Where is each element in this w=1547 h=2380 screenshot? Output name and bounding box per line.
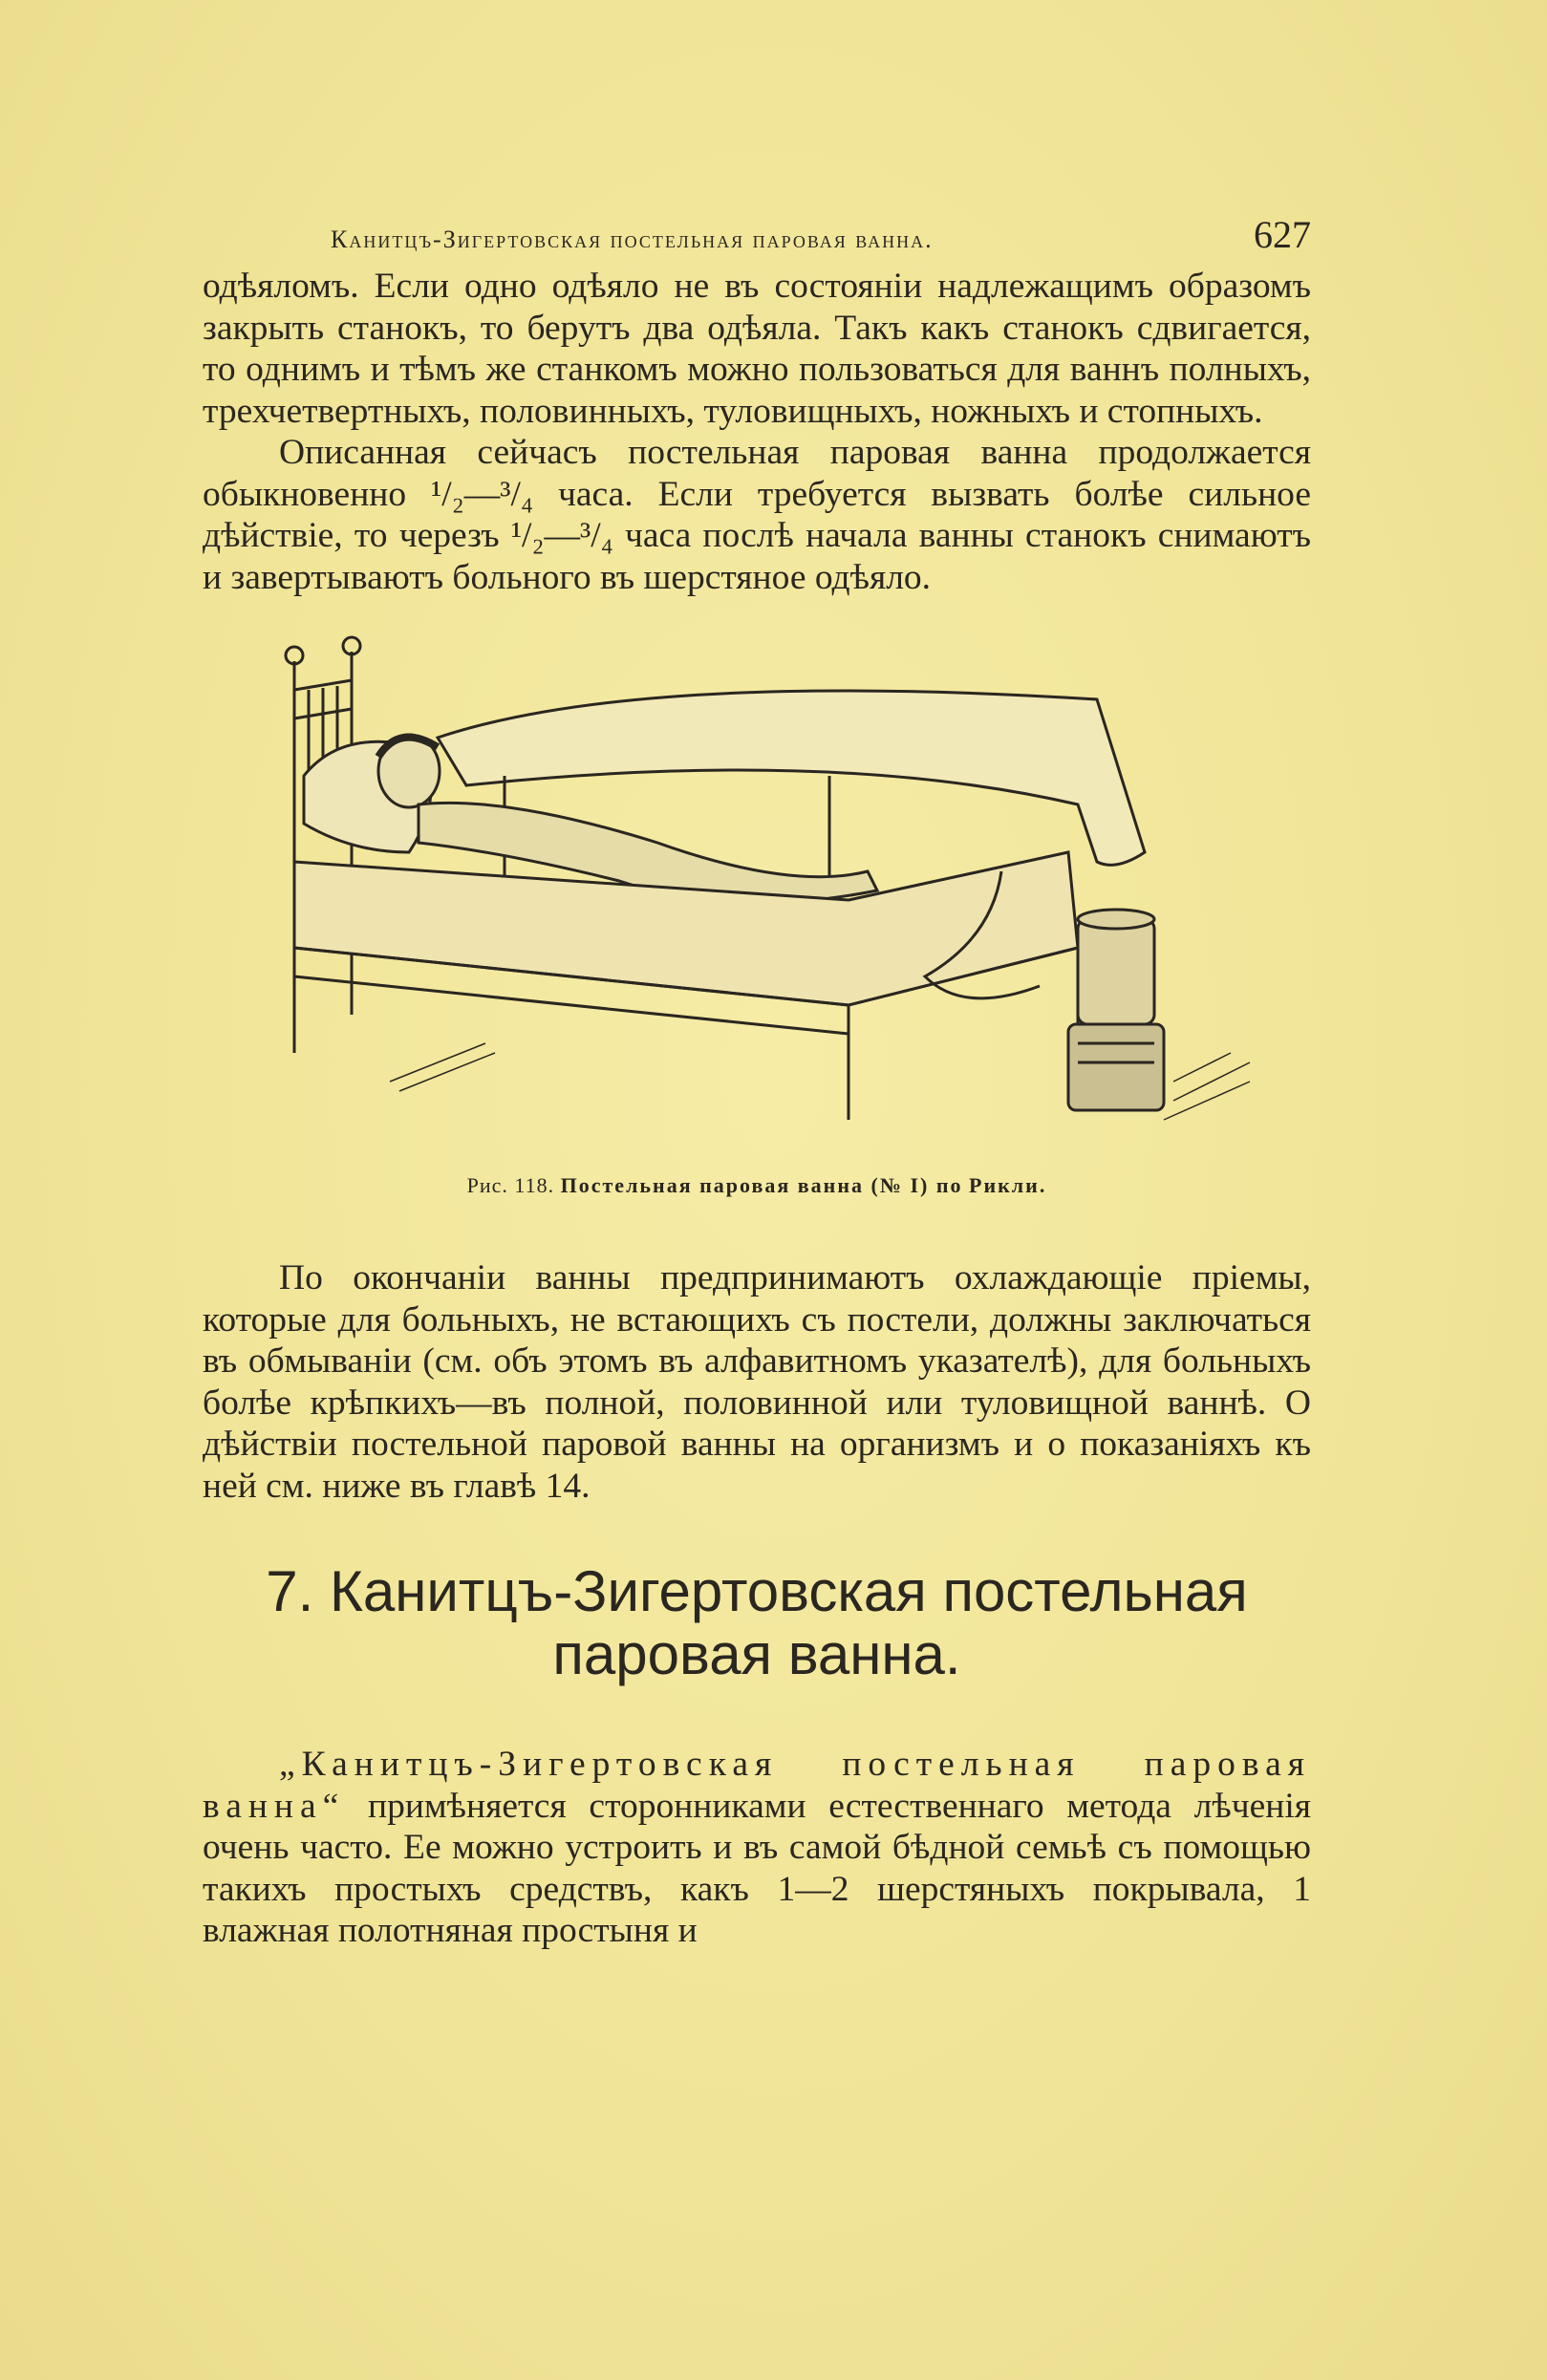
paragraph-4-rest: примѣняется сторонниками естественнаго метода лѣченiя очень часто. Ее можно устроить и въ самой бѣдной семьѣ съ помощью такихъ простыхъ средствъ, какъ 1—2 шерстяныхъ покрывала, 1 влажная полотняная простыня и <box>203 1786 1311 1950</box>
bed-illustration <box>256 633 1269 1148</box>
running-title: Канитцъ-Зигертовская постельная паровая ванна. <box>331 225 934 253</box>
paragraph-4-spaced-lead: „Канитцъ-Зигертовская постельная паровая ванна“ <box>203 1745 1311 1826</box>
paragraph-1: одѣяломъ. Если одно одѣяло не въ состоянiи надлежащимъ образомъ закрыть станокъ, то берутъ два одѣяла. Такъ какъ станокъ сдвигается, то однимъ и тѣмъ же станкомъ можно пользоваться для ваннъ полныхъ, трехчетвертныхъ, половинныхъ, туловищныхъ, ножныхъ и стопныхъ. <box>203 267 1311 431</box>
section-title: Канитцъ-Зигертовская постельная паровая ванна. <box>329 1559 1248 1686</box>
caption-prefix: Рис. 118. <box>466 1173 555 1197</box>
figure-bed-steam-bath <box>203 633 1311 1168</box>
paragraph-2: Описанная сейчасъ постельная паровая ванна продолжается обыкновенно ¹/₂—³/₄ часа. Если требуется вызвать болѣе сильное дѣйствiе, то черезъ ¹/₂—³/₄ часа послѣ начала ванны станокъ снимаютъ и завертываютъ больного въ шерстяное одѣяло. <box>203 433 1311 597</box>
paragraph-4 <box>203 1744 1311 1952</box>
caption-author: Рикли. <box>969 1173 1047 1197</box>
paragraph-3: По окончанiи ванны предпринимаютъ охлаждающiе прiемы, которые для больныхъ, не встающихъ съ постели, должны заключаться въ обмыванiи (см. объ этомъ въ алфавитномъ указателѣ), для больныхъ болѣе крѣпкихъ—въ полной, половинной или туловищной ваннѣ. О дѣйствiи постельной паровой ванны на организмъ и о показанiяхъ къ ней см. ниже въ главѣ 14. <box>203 1258 1311 1506</box>
page-number: 627 <box>1254 213 1311 256</box>
section-heading <box>203 1560 1311 1686</box>
caption-main: Постельная паровая ванна (№ I) по <box>560 1173 963 1197</box>
running-head <box>203 212 1311 266</box>
page <box>203 212 1311 1952</box>
section-number: 7. <box>266 1559 314 1623</box>
figure-caption <box>203 1173 1311 1198</box>
